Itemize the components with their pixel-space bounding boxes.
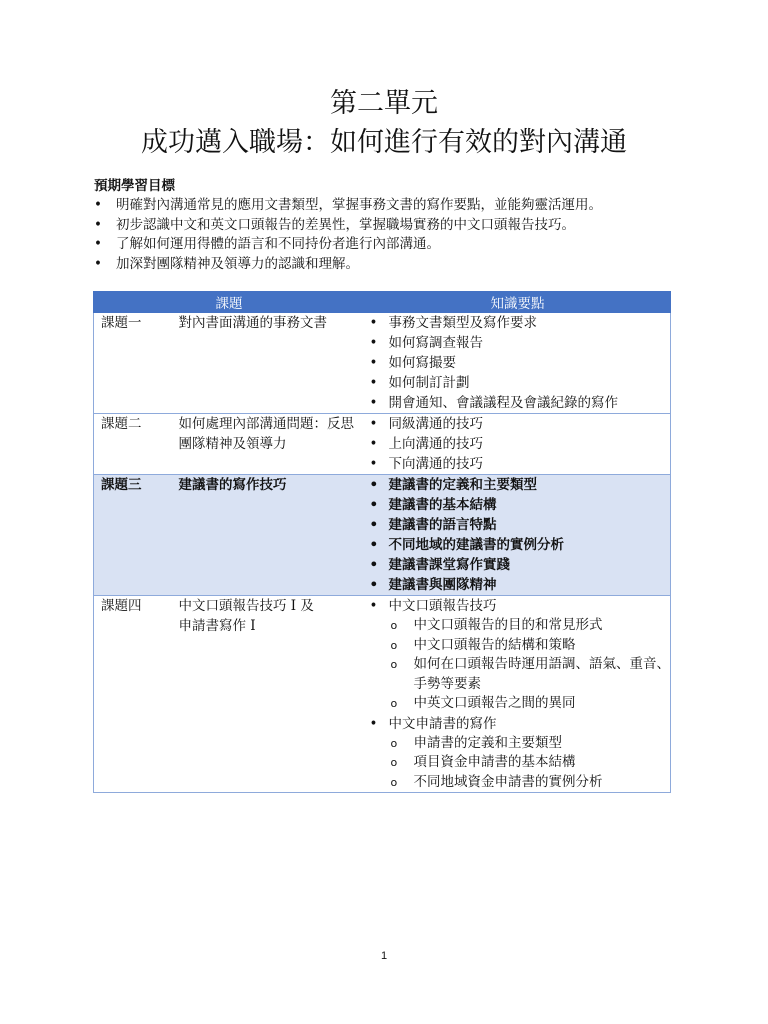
objective-item: • 明確對內溝通常見的應用文書類型，掌握事務文書的寫作要點，並能夠靈活運用。: [94, 196, 694, 216]
sub-list-item: o 不同地域資金申請書的實例分析: [389, 773, 671, 793]
topic-title: 建議書的寫作技巧: [172, 475, 365, 596]
topic-number: 課題二: [94, 414, 172, 475]
topic-title: 如何處理內部溝通問題：反思團隊精神及領導力: [172, 414, 365, 475]
bullet-icon: •: [369, 477, 379, 493]
list-item: • 建議書的語言特點: [369, 517, 497, 533]
sub-list-item: o 中文口頭報告的結構和策略: [389, 636, 671, 656]
syllabus-table: [93, 291, 671, 793]
bullet-icon: •: [369, 598, 378, 614]
bullet-icon: •: [369, 416, 378, 432]
topic-points: [365, 313, 671, 414]
objective-item: • 了解如何運用得體的語言和不同持份者進行內部溝通。: [94, 235, 694, 255]
bullet-icon: •: [369, 537, 379, 553]
bullet-icon: •: [369, 315, 378, 331]
bullet-icon: •: [369, 335, 378, 351]
circle-bullet-icon: o: [390, 638, 398, 652]
topic-points: [365, 414, 671, 475]
circle-bullet-icon: o: [390, 658, 398, 671]
bullet-icon: •: [369, 517, 379, 533]
bullet-icon: •: [94, 236, 102, 252]
learning-objectives: [94, 176, 694, 274]
topic-number: 課題四: [94, 596, 172, 793]
list-item: • 中文申請書的寫作 o 申請書的定義和主要類型 o 項目資金申請書的基本結構 o 不同地域資金申請書的實例分析: [365, 714, 671, 793]
table-row: [94, 414, 671, 475]
list-item: • 如何制訂計劃: [369, 375, 470, 391]
list-item: • 建議書與團隊精神: [369, 577, 497, 593]
table-row: [94, 313, 671, 414]
objective-item: • 初步認識中文和英文口頭報告的差異性，掌握職場實務的中文口頭報告技巧。: [94, 216, 694, 236]
list-item: • 同級溝通的技巧: [369, 416, 483, 432]
bullet-icon: •: [369, 355, 378, 371]
list-item: • 中文口頭報告技巧 o 中文口頭報告的目的和常見形式 o 中文口頭報告的結構和策略 o 如何在口頭報告時運用語調、語氣、重音、手勢等要素 o 中英文口頭報告之間的異同: [365, 596, 671, 714]
list-item: • 上向溝通的技巧: [369, 436, 483, 452]
bullet-icon: •: [94, 197, 102, 213]
list-item: • 建議書的基本結構: [369, 497, 497, 513]
bullet-icon: •: [369, 456, 378, 472]
sub-list-item: o 申請書的定義和主要類型: [389, 734, 671, 754]
unit-title: [0, 86, 768, 162]
circle-bullet-icon: o: [390, 756, 398, 769]
header-topic: 課題: [94, 292, 365, 313]
topic-number: 課題一: [94, 313, 172, 414]
bullet-icon: •: [94, 216, 102, 233]
bullet-icon: •: [369, 395, 378, 411]
table-row: [94, 475, 671, 596]
sub-list-item: o 項目資金申請書的基本結構: [389, 753, 671, 773]
list-item: • 事務文書類型及寫作要求: [369, 315, 537, 331]
sub-list-item: o 中文口頭報告的目的和常見形式: [389, 616, 671, 636]
topic-title: 對內書面溝通的事務文書: [172, 313, 365, 414]
list-item: • 如何寫調查報告: [369, 335, 483, 351]
topic-points: [365, 596, 671, 793]
circle-bullet-icon: o: [390, 697, 398, 710]
topic-title: 中文口頭報告技巧 I 及 申請書寫作 I: [172, 596, 365, 793]
topic-number: 課題三: [94, 475, 172, 596]
circle-bullet-icon: o: [390, 619, 398, 632]
header-points: 知識要點: [365, 292, 671, 313]
bullet-icon: •: [369, 497, 379, 513]
list-item: • 下向溝通的技巧: [369, 456, 483, 472]
bullet-icon: •: [94, 255, 102, 272]
bullet-icon: •: [369, 577, 379, 593]
bullet-icon: •: [369, 557, 379, 573]
table-row: [94, 596, 671, 793]
unit-subtitle: 成功邁入職場：如何進行有效的對內溝通: [141, 127, 627, 158]
topic-points: [365, 475, 671, 596]
table-header-row: [94, 292, 671, 313]
bullet-icon: •: [369, 375, 378, 391]
list-item: • 開會通知、會議議程及會議紀錄的寫作: [369, 395, 618, 411]
sub-list-item: o 中英文口頭報告之間的異同: [389, 694, 671, 714]
bullet-icon: •: [369, 715, 378, 732]
list-item: • 建議書課堂寫作實踐: [369, 557, 510, 573]
objectives-list: [94, 196, 694, 274]
circle-bullet-icon: o: [390, 736, 398, 750]
unit-number: 第二單元: [330, 88, 438, 119]
objectives-heading: 預期學習目標: [94, 178, 175, 194]
list-item: • 不同地域的建議書的實例分析: [369, 537, 564, 553]
list-item: • 建議書的定義和主要類型: [369, 477, 537, 493]
list-item: • 如何寫撮要: [369, 355, 456, 371]
sub-list-item: o 如何在口頭報告時運用語調、語氣、重音、手勢等要素: [390, 656, 670, 692]
objective-item: • 加深對團隊精神及領導力的認識和理解。: [94, 255, 694, 275]
bullet-icon: •: [369, 436, 378, 452]
circle-bullet-icon: o: [390, 775, 398, 789]
page-number: 1: [380, 950, 388, 962]
